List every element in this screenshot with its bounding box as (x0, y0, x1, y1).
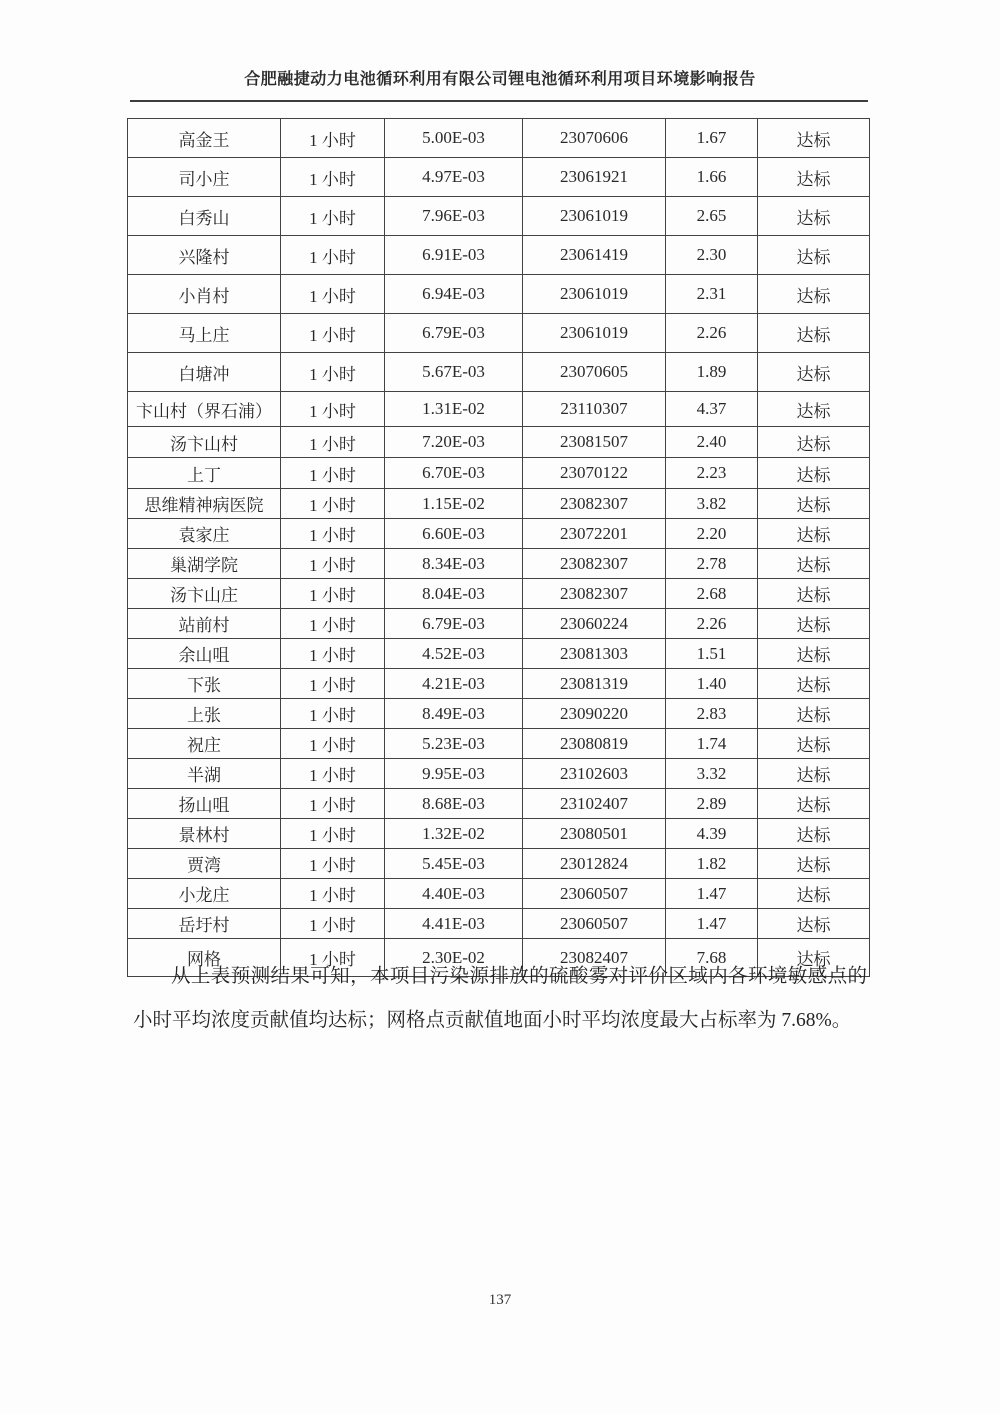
table-cell-duration: 1 小时 (281, 819, 385, 849)
table-row (128, 669, 870, 699)
table-cell-value: 1.32E-02 (385, 819, 523, 849)
table-cell-date: 23080819 (523, 729, 666, 759)
table-cell-result: 达标 (758, 759, 870, 789)
table-cell-value: 7.20E-03 (385, 427, 523, 458)
table-cell-duration: 1 小时 (281, 849, 385, 879)
table-cell-ratio: 1.40 (666, 669, 758, 699)
table-cell-ratio: 1.47 (666, 879, 758, 909)
table-row (128, 458, 870, 489)
table-cell-ratio: 4.39 (666, 819, 758, 849)
table-cell-date: 23070606 (523, 119, 666, 158)
table-cell-result: 达标 (758, 519, 870, 549)
table-cell-result: 达标 (758, 236, 870, 275)
table-cell-date: 23080501 (523, 819, 666, 849)
table-cell-result: 达标 (758, 427, 870, 458)
table-cell-ratio: 3.82 (666, 489, 758, 519)
table-cell-date: 23081319 (523, 669, 666, 699)
table-cell-duration: 1 小时 (281, 353, 385, 392)
table-cell-ratio: 1.51 (666, 639, 758, 669)
table-cell-duration: 1 小时 (281, 909, 385, 939)
table-cell-duration: 1 小时 (281, 939, 385, 977)
table-cell-value: 5.00E-03 (385, 119, 523, 158)
table-row (128, 427, 870, 458)
table-row (128, 197, 870, 236)
table-row (128, 158, 870, 197)
table-cell-duration: 1 小时 (281, 158, 385, 197)
table-cell-result: 达标 (758, 275, 870, 314)
table-cell-date: 23081303 (523, 639, 666, 669)
table-cell-name: 汤卞山村 (128, 427, 281, 458)
table-cell-date: 23090220 (523, 699, 666, 729)
table-cell-ratio: 2.26 (666, 314, 758, 353)
table-row (128, 789, 870, 819)
table-cell-duration: 1 小时 (281, 579, 385, 609)
table-cell-date: 23082307 (523, 489, 666, 519)
page-number: 137 (488, 1292, 512, 1308)
table-row (128, 849, 870, 879)
table-cell-name: 网格 (128, 939, 281, 977)
table-cell-name: 卞山村（界石浦） (128, 392, 281, 427)
table-cell-ratio: 2.89 (666, 789, 758, 819)
table-cell-result: 达标 (758, 119, 870, 158)
table-cell-result: 达标 (758, 609, 870, 639)
table-cell-ratio: 1.47 (666, 909, 758, 939)
table-cell-result: 达标 (758, 819, 870, 849)
table-cell-value: 1.31E-02 (385, 392, 523, 427)
table-cell-name: 高金王 (128, 119, 281, 158)
table-cell-duration: 1 小时 (281, 427, 385, 458)
table-cell-value: 6.91E-03 (385, 236, 523, 275)
table-cell-name: 巢湖学院 (128, 549, 281, 579)
table-cell-value: 6.94E-03 (385, 275, 523, 314)
table-cell-date: 23102407 (523, 789, 666, 819)
table-cell-ratio: 1.82 (666, 849, 758, 879)
table-row (128, 579, 870, 609)
table-cell-ratio: 2.30 (666, 236, 758, 275)
table-cell-result: 达标 (758, 879, 870, 909)
table-cell-value: 8.68E-03 (385, 789, 523, 819)
table-cell-date: 23061921 (523, 158, 666, 197)
table-cell-name: 兴隆村 (128, 236, 281, 275)
table-cell-result: 达标 (758, 789, 870, 819)
table-cell-result: 达标 (758, 939, 870, 977)
table-cell-ratio: 2.78 (666, 549, 758, 579)
table-cell-duration: 1 小时 (281, 489, 385, 519)
table-cell-name: 上丁 (128, 458, 281, 489)
table-cell-ratio: 1.89 (666, 353, 758, 392)
table-row (128, 879, 870, 909)
table-row (128, 699, 870, 729)
table-row (128, 729, 870, 759)
table-cell-duration: 1 小时 (281, 314, 385, 353)
table-cell-ratio: 2.26 (666, 609, 758, 639)
table-cell-duration: 1 小时 (281, 392, 385, 427)
document-header-title: 合肥融捷动力电池循环利用有限公司锂电池循环利用项目环境影响报告 (244, 71, 756, 88)
table-cell-ratio: 1.74 (666, 729, 758, 759)
table-cell-value: 6.79E-03 (385, 314, 523, 353)
table-cell-value: 7.96E-03 (385, 197, 523, 236)
table-cell-name: 汤卞山庄 (128, 579, 281, 609)
table-cell-date: 23060507 (523, 879, 666, 909)
table-cell-ratio: 2.83 (666, 699, 758, 729)
table-cell-duration: 1 小时 (281, 119, 385, 158)
table-cell-name: 贾湾 (128, 849, 281, 879)
table-cell-result: 达标 (758, 458, 870, 489)
table-cell-date: 23081507 (523, 427, 666, 458)
header-rule (130, 100, 868, 102)
table-cell-duration: 1 小时 (281, 236, 385, 275)
table-cell-date: 23012824 (523, 849, 666, 879)
table-cell-duration: 1 小时 (281, 549, 385, 579)
table-cell-result: 达标 (758, 392, 870, 427)
table-cell-duration: 1 小时 (281, 789, 385, 819)
table-cell-date: 23110307 (523, 392, 666, 427)
table-cell-value: 5.45E-03 (385, 849, 523, 879)
table-cell-value: 8.04E-03 (385, 579, 523, 609)
table-cell-result: 达标 (758, 579, 870, 609)
table-cell-name: 扬山咀 (128, 789, 281, 819)
table-row (128, 353, 870, 392)
table-cell-result: 达标 (758, 353, 870, 392)
table-cell-duration: 1 小时 (281, 669, 385, 699)
table-cell-ratio: 1.67 (666, 119, 758, 158)
table-cell-result: 达标 (758, 489, 870, 519)
table-row (128, 519, 870, 549)
table-row (128, 639, 870, 669)
table-cell-ratio: 3.32 (666, 759, 758, 789)
table-cell-ratio: 2.40 (666, 427, 758, 458)
table-cell-result: 达标 (758, 314, 870, 353)
table-cell-name: 半湖 (128, 759, 281, 789)
table-cell-date: 23070122 (523, 458, 666, 489)
table-cell-value: 4.40E-03 (385, 879, 523, 909)
table-cell-ratio: 7.68 (666, 939, 758, 977)
table-cell-ratio: 2.23 (666, 458, 758, 489)
table-cell-name: 祝庄 (128, 729, 281, 759)
table-row (128, 549, 870, 579)
table-row (128, 489, 870, 519)
table-cell-name: 司小庄 (128, 158, 281, 197)
table-row (128, 909, 870, 939)
table-cell-date: 23061419 (523, 236, 666, 275)
table-cell-result: 达标 (758, 669, 870, 699)
table-cell-duration: 1 小时 (281, 699, 385, 729)
table-cell-name: 思维精神病医院 (128, 489, 281, 519)
table-cell-value: 8.49E-03 (385, 699, 523, 729)
table-cell-date: 23061019 (523, 275, 666, 314)
table-cell-name: 小肖村 (128, 275, 281, 314)
table-cell-value: 4.21E-03 (385, 669, 523, 699)
table-cell-date: 23102603 (523, 759, 666, 789)
table-cell-date: 23060224 (523, 609, 666, 639)
results-table (127, 118, 870, 977)
table-cell-duration: 1 小时 (281, 609, 385, 639)
table-cell-name: 岳圩村 (128, 909, 281, 939)
table-cell-name: 马上庄 (128, 314, 281, 353)
table-cell-name: 站前村 (128, 609, 281, 639)
table-cell-name: 上张 (128, 699, 281, 729)
table-row (128, 609, 870, 639)
table-cell-value: 1.15E-02 (385, 489, 523, 519)
table-row (128, 275, 870, 314)
table-row (128, 819, 870, 849)
summary-paragraph: 从上表预测结果可知，本项目污染源排放的硫酸雾对评价区域内各环境敏感点的小时平均浓度贡献值均达标；网格点贡献值地面小时平均浓度最大占标率为 7.68%。 (133, 966, 867, 1031)
table-cell-ratio: 4.37 (666, 392, 758, 427)
table-cell-ratio: 2.31 (666, 275, 758, 314)
table-cell-ratio: 2.68 (666, 579, 758, 609)
table-cell-name: 白秀山 (128, 197, 281, 236)
table-cell-result: 达标 (758, 549, 870, 579)
table-cell-value: 5.67E-03 (385, 353, 523, 392)
table-cell-name: 袁家庄 (128, 519, 281, 549)
table-cell-date: 23082407 (523, 939, 666, 977)
table-row (128, 236, 870, 275)
table-cell-duration: 1 小时 (281, 639, 385, 669)
table-cell-duration: 1 小时 (281, 759, 385, 789)
table-cell-duration: 1 小时 (281, 275, 385, 314)
table-cell-name: 余山咀 (128, 639, 281, 669)
table-cell-ratio: 1.66 (666, 158, 758, 197)
table-cell-result: 达标 (758, 197, 870, 236)
table-cell-date: 23072201 (523, 519, 666, 549)
table-cell-name: 下张 (128, 669, 281, 699)
table-cell-duration: 1 小时 (281, 879, 385, 909)
table-cell-result: 达标 (758, 729, 870, 759)
table-cell-date: 23061019 (523, 314, 666, 353)
table-cell-name: 景林村 (128, 819, 281, 849)
table-cell-value: 4.97E-03 (385, 158, 523, 197)
table-cell-value: 4.41E-03 (385, 909, 523, 939)
table-row (128, 119, 870, 158)
table-cell-value: 9.95E-03 (385, 759, 523, 789)
table-cell-result: 达标 (758, 639, 870, 669)
table-row (128, 759, 870, 789)
table-cell-duration: 1 小时 (281, 519, 385, 549)
table-cell-value: 6.70E-03 (385, 458, 523, 489)
table-cell-value: 2.30E-02 (385, 939, 523, 977)
table-cell-value: 4.52E-03 (385, 639, 523, 669)
table-cell-ratio: 2.65 (666, 197, 758, 236)
table-cell-result: 达标 (758, 158, 870, 197)
table-cell-date: 23070605 (523, 353, 666, 392)
table-cell-value: 5.23E-03 (385, 729, 523, 759)
table-cell-date: 23060507 (523, 909, 666, 939)
table-cell-duration: 1 小时 (281, 197, 385, 236)
table-cell-result: 达标 (758, 699, 870, 729)
table-row (128, 314, 870, 353)
table-cell-ratio: 2.20 (666, 519, 758, 549)
table-cell-name: 小龙庄 (128, 879, 281, 909)
table-cell-duration: 1 小时 (281, 458, 385, 489)
table-cell-duration: 1 小时 (281, 729, 385, 759)
table-row (128, 392, 870, 427)
table-cell-date: 23082307 (523, 579, 666, 609)
table-cell-result: 达标 (758, 849, 870, 879)
table-cell-value: 6.60E-03 (385, 519, 523, 549)
table-cell-value: 8.34E-03 (385, 549, 523, 579)
table-cell-date: 23082307 (523, 549, 666, 579)
table-cell-name: 白塘冲 (128, 353, 281, 392)
table-cell-date: 23061019 (523, 197, 666, 236)
table-cell-result: 达标 (758, 909, 870, 939)
table-cell-value: 6.79E-03 (385, 609, 523, 639)
